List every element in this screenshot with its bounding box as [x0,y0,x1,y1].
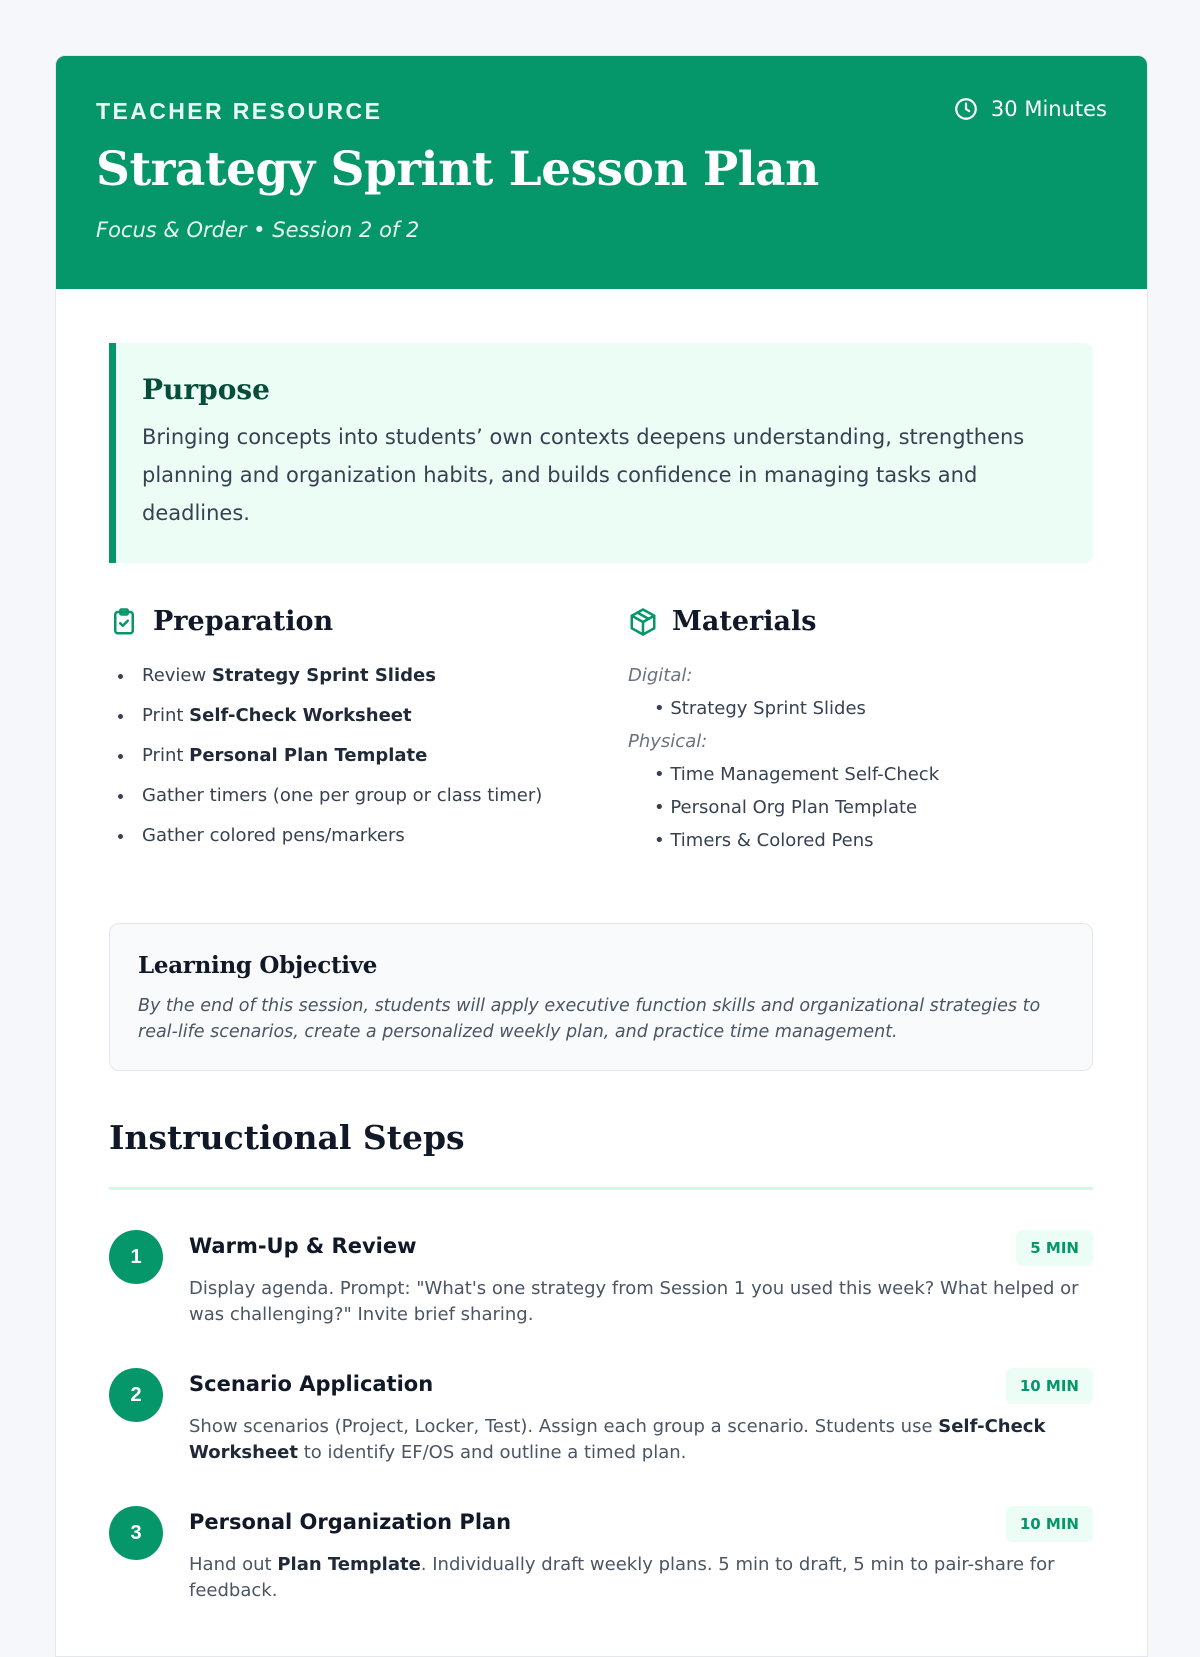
step-title: Scenario Application [189,1372,434,1396]
purpose-title: Purpose [142,373,270,406]
clipboard-check-icon [109,607,139,637]
list-item: Print Self-Check Worksheet [109,703,542,743]
materials-physical-label: Physical: [628,731,708,752]
duration-label: 30 Minutes [990,97,1107,121]
step-duration-badge: 5 MIN [1016,1230,1093,1266]
step-title: Personal Organization Plan [189,1510,512,1534]
eyebrow-label: TEACHER RESOURCE [96,98,383,124]
materials-digital-label: Digital: [628,665,693,686]
learning-objective-box [109,923,1093,1071]
duration [953,96,1107,122]
step-description: Show scenarios (Project, Locker, Test). Assign each group a scenario. Students use Self-Check Worksheet to identify EF/OS and outline a timed plan. [189,1416,1046,1463]
preparation-list [109,663,542,863]
objective-text: By the end of this session, students will apply executive function skills and organizational strategies to real-life scenarios, create a personalized weekly plan, and practice time management. [138,996,1041,1042]
step-duration-badge: 10 MIN [1006,1368,1093,1404]
step-item [109,1230,1093,1350]
steps-divider [109,1187,1093,1190]
header-banner [56,56,1147,289]
list-item: • Time Management Self-Check [654,764,940,785]
step-item [109,1506,1093,1626]
step-number: 3 [109,1506,163,1560]
list-item: • Timers & Colored Pens [654,830,874,851]
list-item: Gather colored pens/markers [109,823,542,863]
materials-heading [628,606,816,637]
step-title: Warm-Up & Review [189,1234,417,1258]
lesson-plan-card [55,55,1148,1657]
list-item: Print Personal Plan Template [109,743,542,783]
preparation-heading [109,606,333,637]
list-item: • Strategy Sprint Slides [654,698,866,719]
step-description: Display agenda. Prompt: "What's one strategy from Session 1 you used this week? What helped or was challenging?" Invite brief sharing. [189,1278,1079,1325]
step-description: Hand out Plan Template. Individually draft weekly plans. 5 min to draft, 5 min to pair-share for feedback. [189,1554,1055,1601]
clock-icon [953,96,979,122]
purpose-callout [109,343,1093,563]
package-icon [628,607,658,637]
list-item: Gather timers (one per group or class timer) [109,783,542,823]
materials-title: Materials [672,606,817,637]
step-number: 2 [109,1368,163,1422]
materials-list [628,663,939,861]
list-item: Review Strategy Sprint Slides [109,663,542,703]
step-duration-badge: 10 MIN [1006,1506,1093,1542]
step-number: 1 [109,1230,163,1284]
preparation-title: Preparation [153,606,334,637]
purpose-text: Bringing concepts into students’ own contexts deepens understanding, strengthens planning and organization habits, and builds confidence in managing tasks and deadlines. [142,425,1025,525]
page-subtitle: Focus & Order • Session 2 of 2 [96,218,420,242]
objective-title: Learning Objective [138,952,378,979]
step-item [109,1368,1093,1488]
list-item: • Personal Org Plan Template [654,797,918,818]
steps-title: Instructional Steps [109,1118,465,1157]
page-title: Strategy Sprint Lesson Plan [96,142,819,197]
